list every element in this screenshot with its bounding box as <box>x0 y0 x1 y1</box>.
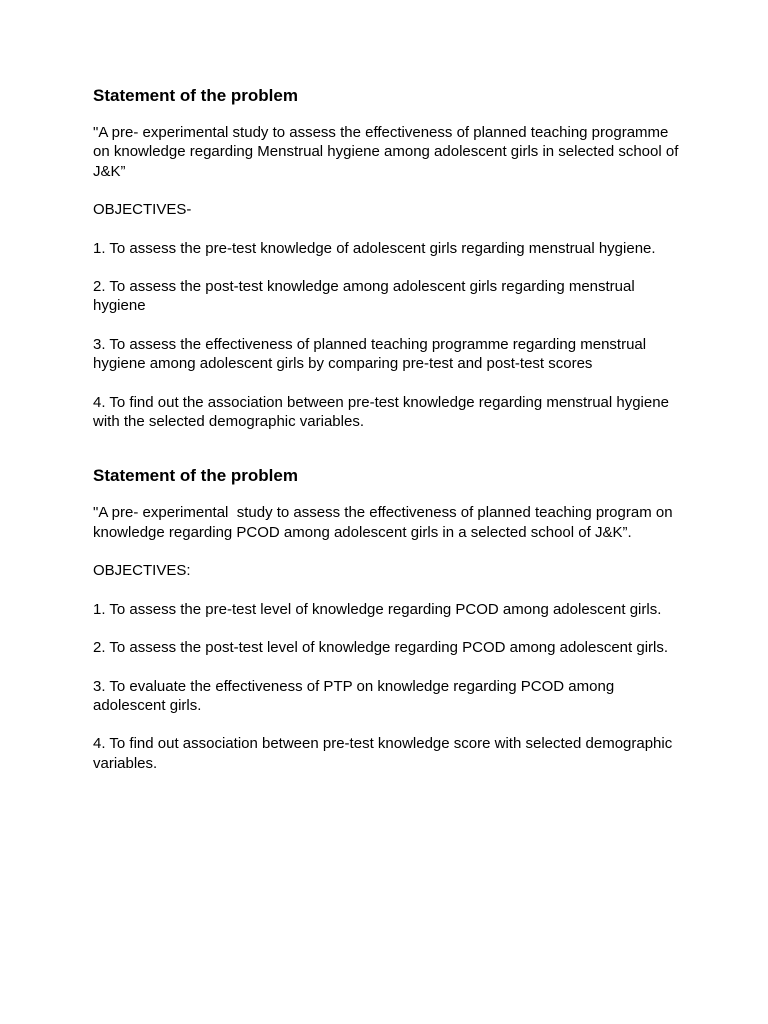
problem-statement: "A pre- experimental study to assess the effectiveness of planned teaching program on knowledge regarding PCOD among adolescent girls in a selected school of J&K”. <box>93 504 677 541</box>
section-heading: Statement of the problem <box>93 466 298 486</box>
objective-item: 4. To find out association between pre-test knowledge score with selected demographic variables. <box>93 735 677 772</box>
objective-item: 2. To assess the post-test level of knowledge regarding PCOD among adolescent girls. <box>93 639 669 657</box>
objectives-label: OBJECTIVES: <box>93 562 191 580</box>
document-content <box>93 85 683 773</box>
problem-statement: "A pre- experimental study to assess the effectiveness of planned teaching programme on knowledge regarding Menstrual hygiene among adolescent girls in selected school of J&K” <box>93 124 683 180</box>
objective-item: 1. To assess the pre-test level of knowledge regarding PCOD among adolescent girls. <box>93 600 662 618</box>
objectives-label: OBJECTIVES- <box>93 201 192 219</box>
section-heading: Statement of the problem <box>93 86 298 105</box>
objective-item: 2. To assess the post-test knowledge among adolescent girls regarding menstrual hygiene <box>93 278 639 315</box>
problem-section-pcod <box>93 465 683 773</box>
objective-item: 3. To evaluate the effectiveness of PTP on knowledge regarding PCOD among adolescent girls. <box>93 677 619 714</box>
objective-item: 3. To assess the effectiveness of planned teaching programme regarding menstrual hygiene among adolescent girls by comparing pre-test and post-test scores <box>93 335 651 373</box>
objective-item: 1. To assess the pre-test knowledge of adolescent girls regarding menstrual hygiene. <box>93 239 656 257</box>
problem-section-menstrual-hygiene <box>93 85 683 431</box>
objective-item: 4. To find out the association between pre-test knowledge regarding menstrual hygiene with the selected demographic variables. <box>93 393 674 431</box>
